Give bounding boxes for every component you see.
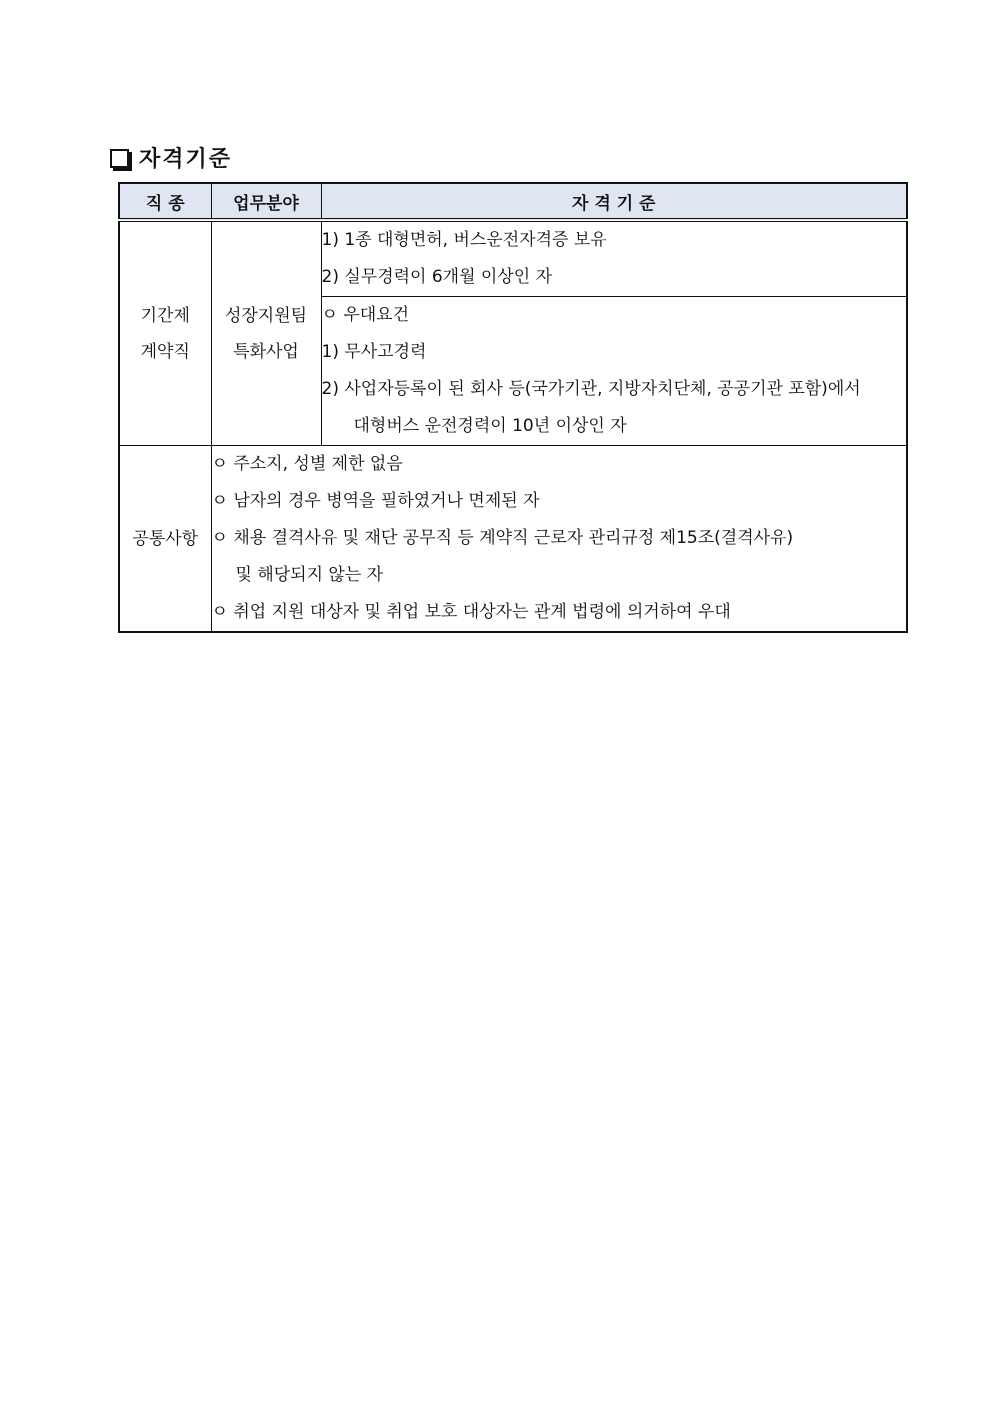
- checkbox-square-icon: [110, 149, 129, 168]
- common-item: ㅇ 채용 결격사유 및 재단 공무직 등 계약직 근로자 관리규정 제15조(결격사유): [211, 528, 794, 548]
- qualification-table: [118, 182, 908, 633]
- table-header-row: [119, 183, 907, 220]
- field-cell: [211, 220, 321, 446]
- table-row: [119, 446, 907, 633]
- section-title-text: 자격기준: [139, 147, 233, 172]
- job-type-cell: [119, 220, 211, 446]
- preferred-item: 2) 사업자등록이 된 회사 등(국가기관, 지방자치단체, 공공기관 포함)에서: [321, 379, 861, 399]
- header-criteria: 자 격 기 준: [321, 183, 907, 220]
- field-line: 특화사업: [233, 341, 299, 362]
- job-type-line: 기간제: [140, 305, 190, 326]
- section-title: [110, 142, 232, 173]
- common-label-cell: 공통사항: [119, 446, 211, 633]
- common-items-cell: [211, 446, 907, 633]
- common-item-continuation: 및 해당되지 않는 자: [235, 565, 384, 585]
- field-line: 성장지원팀: [224, 305, 308, 326]
- preferred-cell: [321, 297, 907, 446]
- preferred-title: ㅇ 우대요건: [321, 305, 410, 325]
- header-job-type: 직 종: [119, 183, 211, 220]
- common-item: ㅇ 주소지, 성별 제한 없음: [211, 454, 403, 474]
- requirement-item: 2) 실무경력이 6개월 이상인 자: [321, 267, 553, 287]
- requirements-cell: [321, 220, 907, 297]
- requirement-item: 1) 1종 대형면허, 버스운전자격증 보유: [321, 230, 607, 250]
- preferred-item-continuation: 대형버스 운전경력이 10년 이상인 자: [353, 416, 627, 436]
- job-type-line: 계약직: [140, 341, 190, 362]
- common-item: ㅇ 취업 지원 대상자 및 취업 보호 대상자는 관계 법령에 의거하여 우대: [211, 602, 731, 622]
- preferred-item: 1) 무사고경력: [321, 342, 427, 362]
- header-field: 업무분야: [211, 183, 321, 220]
- common-item: ㅇ 남자의 경우 병역을 필하였거나 면제된 자: [211, 491, 540, 511]
- table-row: [119, 220, 907, 297]
